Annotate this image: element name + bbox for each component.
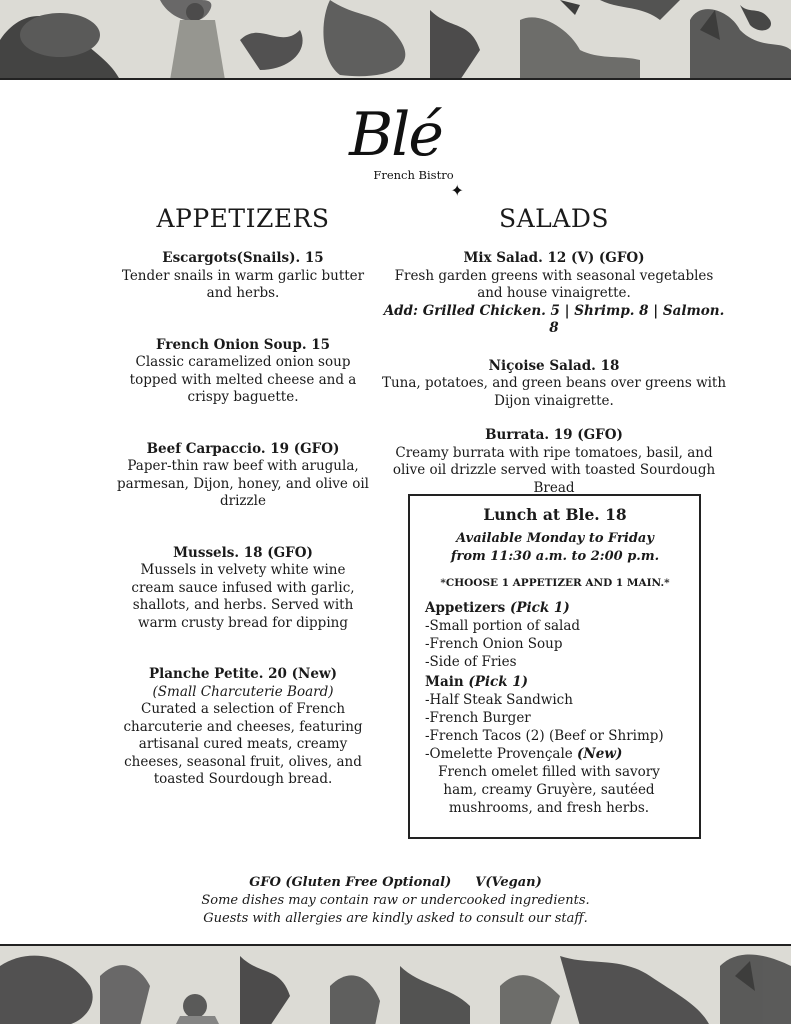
item-description: Creamy burrata with ripe tomatoes, basil, and olive oil drizzle served with toasted Sourdough Bread — [392, 444, 716, 496]
lunch-instructions: *CHOOSE 1 APPETIZER AND 1 MAIN.* — [440, 577, 670, 589]
item-description: Curated a selection of French charcuterie and cheeses, featuring artisanal cured meats, creamy cheeses, seasonal fruit, olives, and toasted Sourdough bread. — [123, 701, 363, 787]
lunch-availability-days: Available Monday to Friday — [456, 531, 654, 546]
menu-item — [380, 358, 728, 411]
brand-subtitle: French Bistro — [373, 168, 454, 182]
omelette-new-tag: (New) — [577, 746, 623, 762]
item-name: French Onion Soup. 15 — [155, 336, 331, 353]
lunch-main-heading — [425, 673, 685, 691]
menu-item — [117, 441, 369, 511]
lunch-appetizers-pick: (Pick 1) — [509, 600, 570, 616]
item-addons: Add: Grilled Chicken. 5 | Shrimp. 8 | Salmon. 8 — [383, 302, 725, 336]
lunch-appetizers-label: Appetizers — [425, 600, 506, 616]
item-subtitle: (Small Charcuterie Board) — [152, 683, 334, 700]
dietary-legend — [0, 874, 791, 892]
omelette-name: -Omelette Provençale — [425, 746, 573, 762]
bottom-toile-banner — [0, 944, 791, 1024]
menu-footer — [0, 874, 791, 928]
appetizers-section — [117, 203, 369, 789]
raw-food-note: Some dishes may contain raw or undercooked ingredients. — [201, 893, 590, 908]
lunch-main-pick: (Pick 1) — [468, 674, 529, 690]
item-description: Tender snails in warm garlic butter and herbs. — [121, 267, 365, 301]
lunch-option: -Side of Fries — [425, 654, 517, 670]
item-name: Escargots(Snails). 15 — [162, 250, 324, 266]
appetizers-title: APPETIZERS — [156, 204, 330, 233]
item-name: Mussels. 18 (GFO) — [173, 544, 313, 561]
item-name: Burrata. 19 (GFO) — [485, 427, 623, 443]
lunch-special-box — [408, 494, 701, 839]
item-description: Classic caramelized onion soup topped with melted cheese and a crispy baguette. — [129, 354, 357, 405]
menu-item — [117, 666, 369, 789]
lunch-option: -French Onion Soup — [425, 636, 563, 652]
omelette-description: French omelet filled with savory ham, creamy Gruyère, sautéed mushrooms, and fresh herbs. — [438, 764, 660, 816]
item-description: Paper-thin raw beef with arugula, parmesan, Dijon, honey, and olive oil drizzle — [117, 458, 369, 509]
sparkle-icon: ✦ — [450, 181, 462, 200]
item-name: Beef Carpaccio. 19 (GFO) — [146, 440, 340, 457]
top-toile-banner — [0, 0, 791, 80]
lunch-main-label: Main — [425, 674, 464, 690]
toile-illustration — [0, 0, 791, 80]
menu-item — [380, 427, 728, 497]
salads-section — [380, 203, 728, 497]
item-name: Planche Petite. 20 (New) — [149, 666, 337, 682]
toile-illustration — [0, 946, 791, 1024]
legend-vegan: V(Vegan) — [475, 875, 542, 890]
lunch-option: -Half Steak Sandwich — [425, 692, 573, 708]
lunch-option: -Small portion of salad — [425, 618, 581, 634]
menu-item — [380, 250, 728, 338]
item-name: Mix Salad. 12 (V) (GFO) — [463, 250, 645, 266]
item-description: Fresh garden greens with seasonal vegetables and house vinaigrette. — [394, 267, 714, 301]
brand-name-text: Blé — [349, 100, 442, 170]
lunch-option: -French Tacos (2) (Beef or Shrimp) — [425, 728, 664, 744]
legend-gfo: GFO (Gluten Free Optional) — [249, 875, 452, 890]
menu-item — [117, 250, 369, 303]
menu-item — [117, 337, 369, 407]
menu-item — [117, 545, 369, 633]
brand-logo — [0, 100, 791, 200]
lunch-availability-hours: from 11:30 a.m. to 2:00 p.m. — [450, 549, 660, 564]
item-description: Mussels in velvety white wine cream sauce infused with garlic, shallots, and herbs. Served with warm crusty bread for dipping — [131, 562, 355, 631]
item-description: Tuna, potatoes, and green beans over greens with Dijon vinaigrette. — [381, 375, 727, 409]
lunch-option-omelette — [425, 745, 685, 763]
lunch-appetizers-heading — [425, 599, 685, 617]
lunch-option: -French Burger — [425, 710, 531, 726]
allergy-note: Guests with allergies are kindly asked to consult our staff. — [203, 911, 588, 926]
lunch-title: Lunch at Ble. 18 — [483, 505, 627, 524]
item-name: Niçoise Salad. 18 — [488, 357, 620, 374]
salads-title: SALADS — [498, 204, 609, 233]
